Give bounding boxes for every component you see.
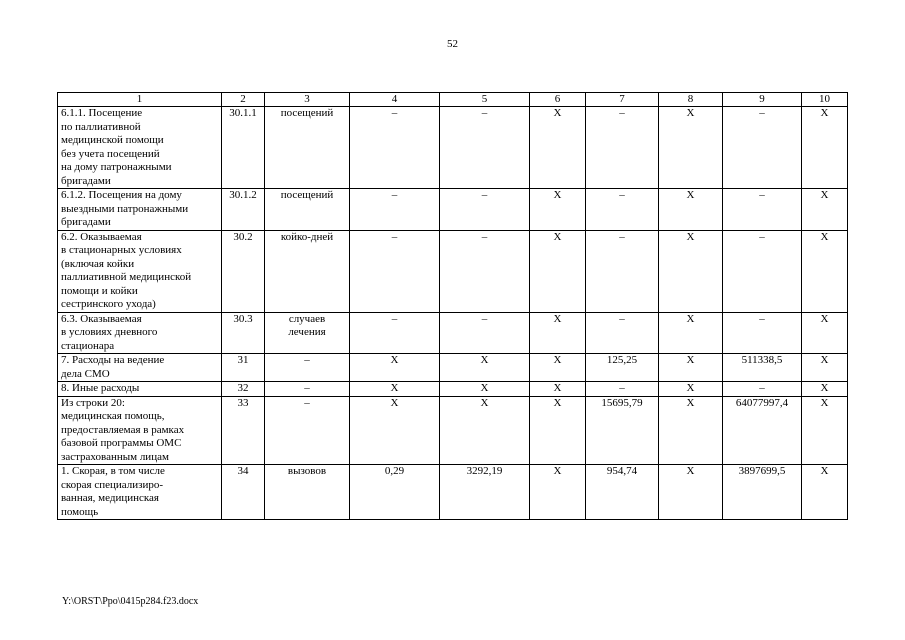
col5-cell: Х [440, 382, 530, 397]
table-row [58, 382, 848, 397]
column-header: 10 [802, 93, 848, 107]
col8-cell: Х [659, 189, 723, 231]
col7-cell: 125,25 [586, 354, 659, 382]
row-code-cell: 30.1.2 [222, 189, 265, 231]
col9-cell: 64077997,4 [723, 396, 802, 465]
col4-cell: 0,29 [350, 465, 440, 520]
col7-cell: – [586, 312, 659, 354]
column-header: 6 [530, 93, 586, 107]
col5-cell: – [440, 312, 530, 354]
col7-cell: 954,74 [586, 465, 659, 520]
col10-cell: Х [802, 382, 848, 397]
col5-cell: – [440, 230, 530, 312]
column-header: 7 [586, 93, 659, 107]
table-row [58, 465, 848, 520]
col6-cell: Х [530, 107, 586, 189]
col5-cell: 3292,19 [440, 465, 530, 520]
col10-cell: Х [802, 107, 848, 189]
col9-cell: – [723, 230, 802, 312]
col10-cell: Х [802, 189, 848, 231]
column-header: 8 [659, 93, 723, 107]
row-code-cell: 31 [222, 354, 265, 382]
col4-cell: – [350, 312, 440, 354]
column-header: 9 [723, 93, 802, 107]
col5-cell: – [440, 107, 530, 189]
col6-cell: Х [530, 354, 586, 382]
document-footer-path: Y:\ORST\Ppo\0415p284.f23.docx [62, 596, 199, 607]
col6-cell: Х [530, 230, 586, 312]
row-name-cell: 6.3. Оказываемая в условиях дневного стационара [58, 312, 222, 354]
col8-cell: Х [659, 230, 723, 312]
unit-cell: посещений [265, 189, 350, 231]
col8-cell: Х [659, 354, 723, 382]
col10-cell: Х [802, 354, 848, 382]
row-name-cell: Из строки 20: медицинская помощь, предоставляемая в рамках базовой программы ОМС застрахованным лицам [58, 396, 222, 465]
col4-cell: Х [350, 396, 440, 465]
col5-cell: – [440, 189, 530, 231]
row-code-cell: 30.1.1 [222, 107, 265, 189]
column-header: 5 [440, 93, 530, 107]
row-code-cell: 32 [222, 382, 265, 397]
row-code-cell: 33 [222, 396, 265, 465]
col8-cell: Х [659, 396, 723, 465]
col10-cell: Х [802, 312, 848, 354]
table-header-row [58, 93, 848, 107]
col5-cell: Х [440, 354, 530, 382]
col10-cell: Х [802, 230, 848, 312]
col9-cell: – [723, 312, 802, 354]
col9-cell: 511338,5 [723, 354, 802, 382]
column-header: 1 [58, 93, 222, 107]
row-name-cell: 7. Расходы на ведение дела СМО [58, 354, 222, 382]
row-code-cell: 30.2 [222, 230, 265, 312]
col4-cell: – [350, 189, 440, 231]
unit-cell: койко-дней [265, 230, 350, 312]
table-row [58, 354, 848, 382]
unit-cell: вызовов [265, 465, 350, 520]
row-name-cell: 8. Иные расходы [58, 382, 222, 397]
table-row [58, 189, 848, 231]
table-row [58, 230, 848, 312]
col9-cell: 3897699,5 [723, 465, 802, 520]
table-row [58, 312, 848, 354]
col9-cell: – [723, 189, 802, 231]
col6-cell: Х [530, 312, 586, 354]
unit-cell: – [265, 354, 350, 382]
col9-cell: – [723, 382, 802, 397]
col7-cell: – [586, 382, 659, 397]
row-name-cell: 6.2. Оказываемая в стационарных условиях (включая койки паллиативной медицинской помощи и койки сестринского ухода) [58, 230, 222, 312]
col4-cell: Х [350, 354, 440, 382]
column-header: 2 [222, 93, 265, 107]
table-row [58, 107, 848, 189]
row-name-cell: 1. Скорая, в том числе скорая специализиро- ванная, медицинская помощь [58, 465, 222, 520]
col7-cell: 15695,79 [586, 396, 659, 465]
col7-cell: – [586, 230, 659, 312]
col8-cell: Х [659, 107, 723, 189]
col8-cell: Х [659, 312, 723, 354]
col4-cell: – [350, 107, 440, 189]
col10-cell: Х [802, 465, 848, 520]
unit-cell: случаев лечения [265, 312, 350, 354]
row-name-cell: 6.1.1. Посещение по паллиативной медицинской помощи без учета посещений на дому патронажными бригадами [58, 107, 222, 189]
row-code-cell: 30.3 [222, 312, 265, 354]
data-table [57, 92, 848, 520]
unit-cell: – [265, 382, 350, 397]
col8-cell: Х [659, 382, 723, 397]
col10-cell: Х [802, 396, 848, 465]
unit-cell: – [265, 396, 350, 465]
column-header: 4 [350, 93, 440, 107]
table-row [58, 396, 848, 465]
col4-cell: Х [350, 382, 440, 397]
col4-cell: – [350, 230, 440, 312]
col6-cell: Х [530, 382, 586, 397]
page-number: 52 [447, 38, 458, 50]
col6-cell: Х [530, 189, 586, 231]
col6-cell: Х [530, 396, 586, 465]
col7-cell: – [586, 189, 659, 231]
col7-cell: – [586, 107, 659, 189]
row-code-cell: 34 [222, 465, 265, 520]
col6-cell: Х [530, 465, 586, 520]
row-name-cell: 6.1.2. Посещения на дому выездными патронажными бригадами [58, 189, 222, 231]
col8-cell: Х [659, 465, 723, 520]
col9-cell: – [723, 107, 802, 189]
unit-cell: посещений [265, 107, 350, 189]
column-header: 3 [265, 93, 350, 107]
col5-cell: Х [440, 396, 530, 465]
